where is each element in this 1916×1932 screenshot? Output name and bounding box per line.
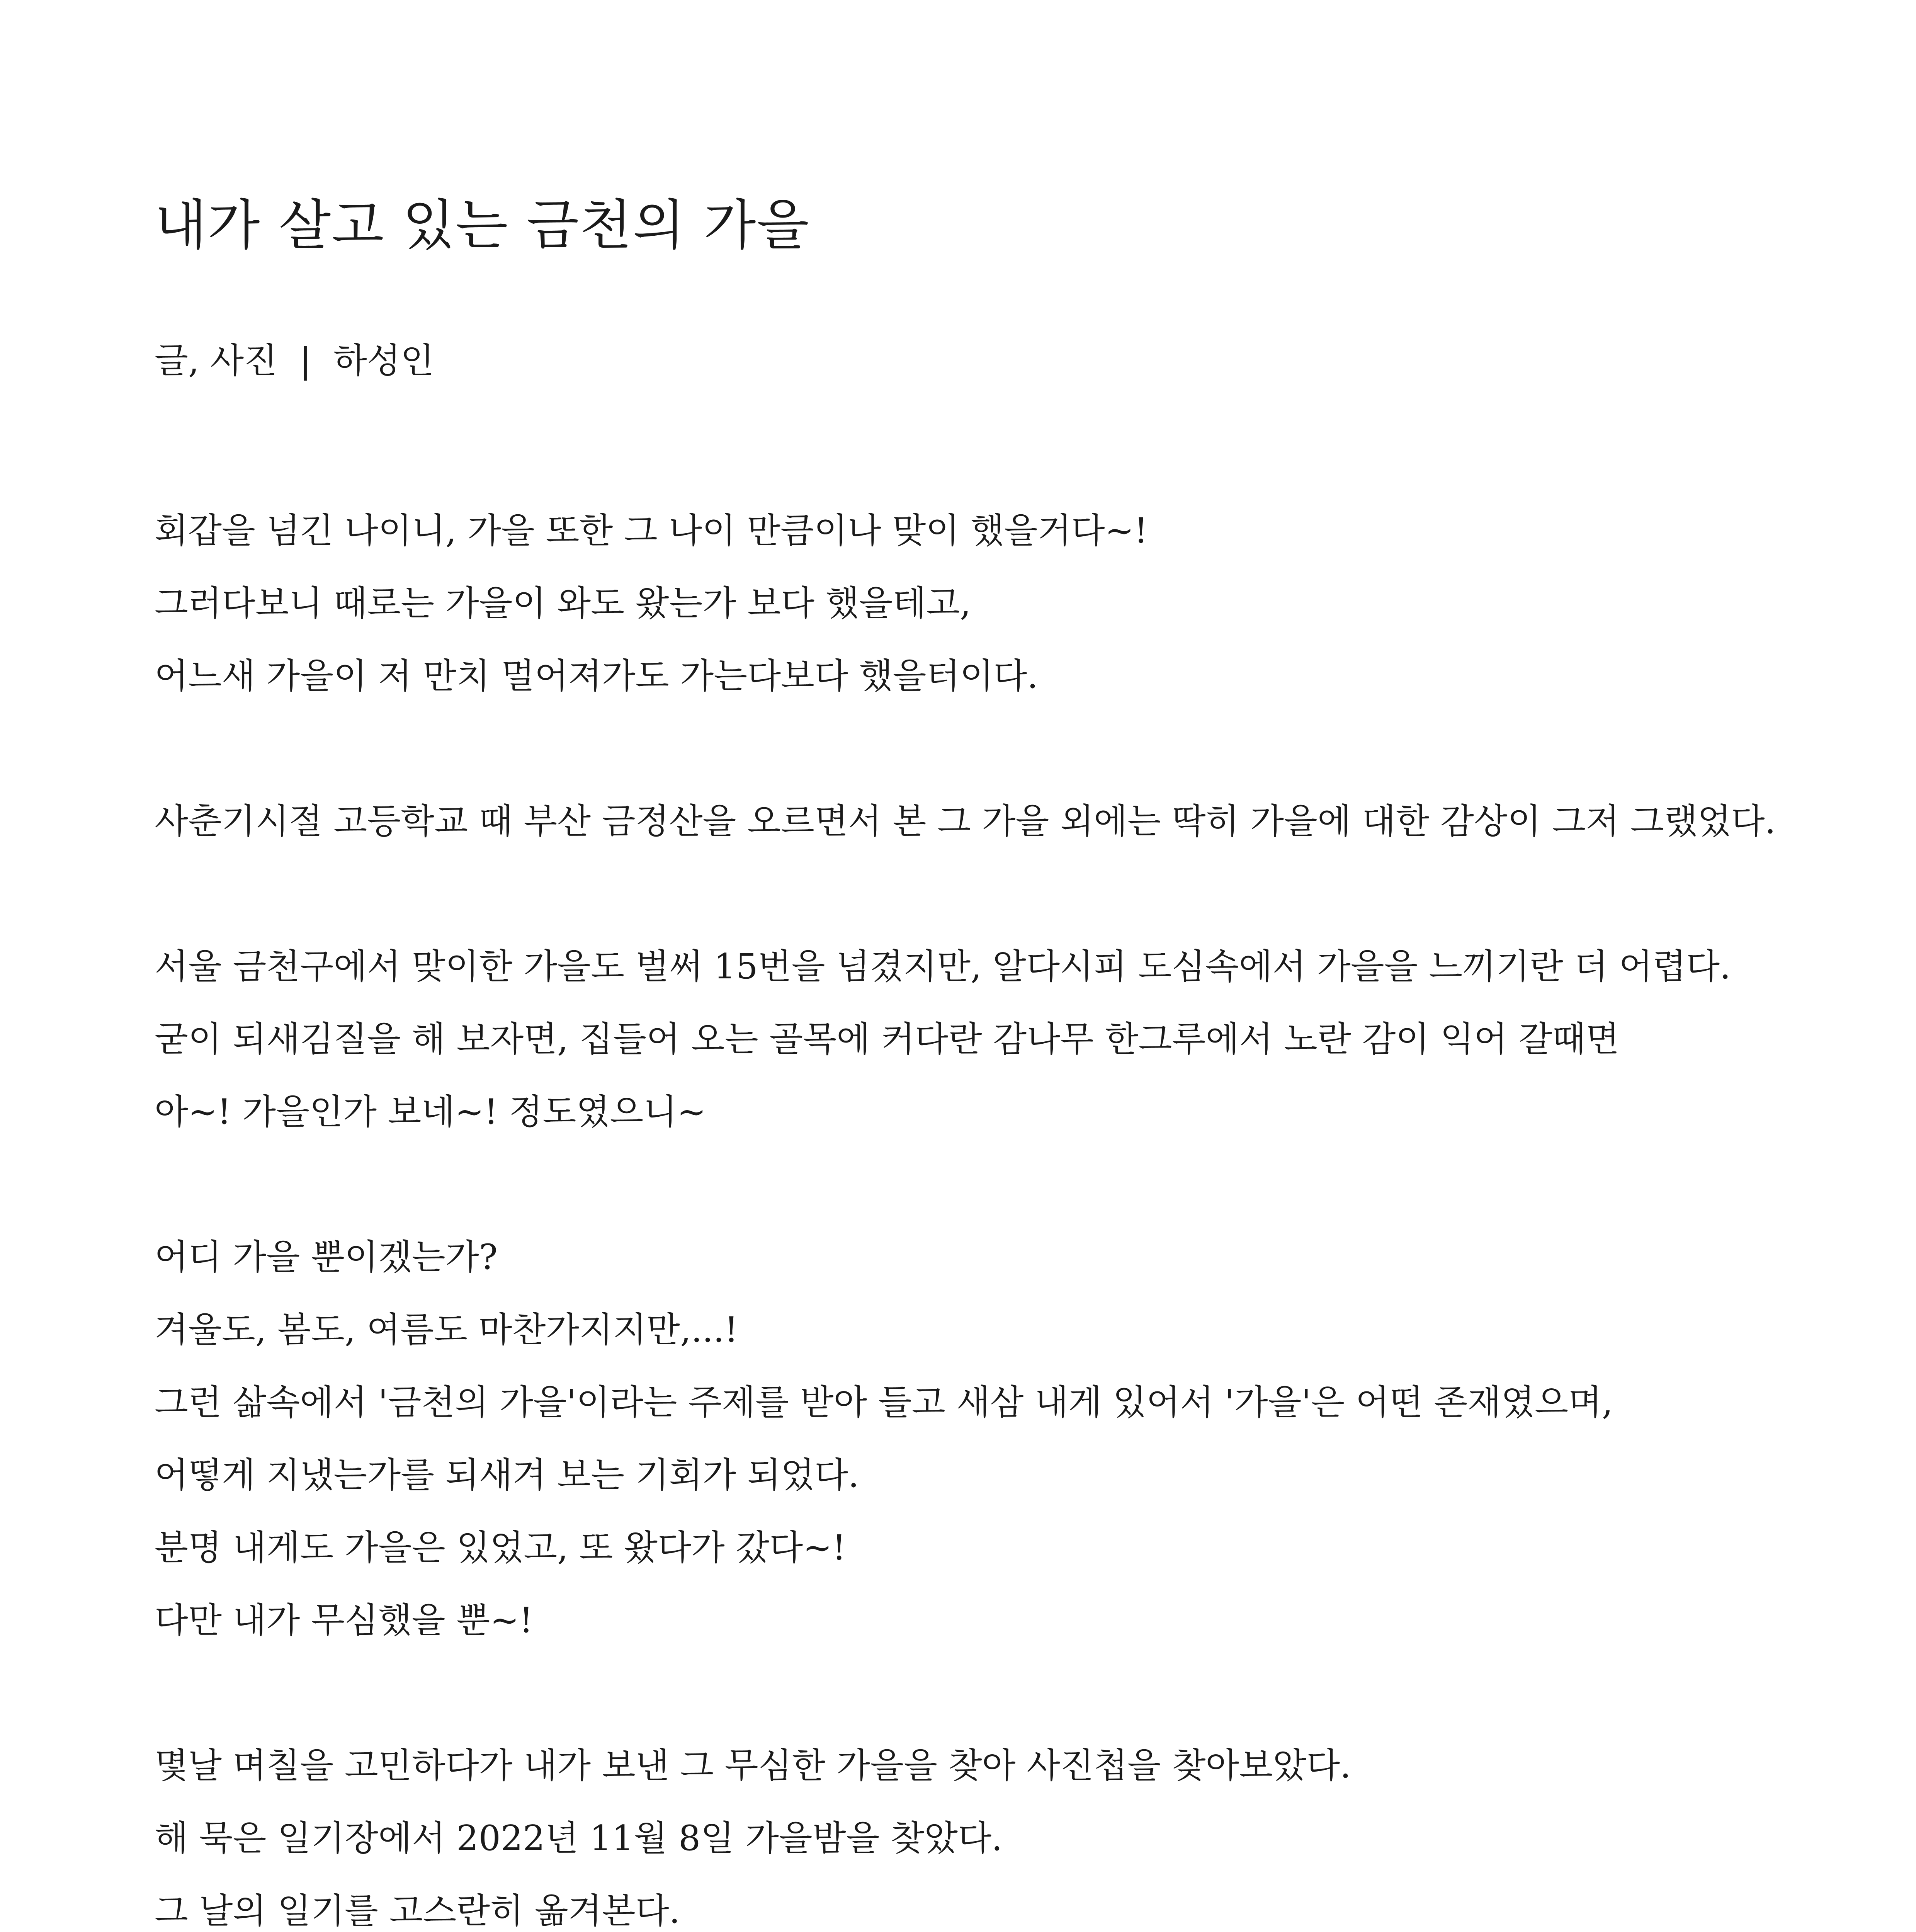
- paragraph-1: [155, 495, 1816, 713]
- body-line: 다만 내가 무심했을 뿐~!: [155, 1600, 533, 1641]
- paragraph-5: [155, 1730, 1816, 1932]
- body-line: 그런 삶속에서 '금천의 가을'이라는 주제를 받아 들고 새삼 내게 있어서 '가을'은 어떤 존재였으며,: [155, 1382, 1613, 1423]
- body-line: 사춘기시절 고등학교 때 부산 금정산을 오르면서 본 그 가을 외에는 딱히 가을에 대한 감상이 그저 그랬었다.: [155, 801, 1776, 842]
- body-line: 겨울도, 봄도, 여름도 마찬가지지만,...!: [155, 1310, 738, 1350]
- paragraph-gap: [155, 1148, 1816, 1221]
- body-line: 어디 가을 뿐이겠는가?: [155, 1237, 498, 1277]
- article-byline: 글, 사진 | 하성인: [155, 340, 434, 381]
- paragraph-gap: [155, 713, 1816, 785]
- body-line: 굳이 되새김질을 해 보자면, 집들어 오는 골목에 커다란 감나무 한그루에서 노란 감이 익어 갈때면: [155, 1019, 1620, 1060]
- body-line: 몇날 며칠을 고민하다가 내가 보낸 그 무심한 가을을 찾아 사진첩을 찾아보았다.: [155, 1745, 1351, 1786]
- paragraph-gap: [155, 1657, 1816, 1730]
- body-line: 해 묵은 일기장에서 2022년 11월 8일 가을밤을 찾았다.: [155, 1818, 1003, 1859]
- article-title: 내가 살고 있는 금천의 가을: [155, 194, 810, 257]
- body-line: 회갑을 넘긴 나이니, 가을 또한 그 나이 만큼이나 맞이 했을거다~!: [155, 510, 1148, 551]
- paragraph-3: [155, 930, 1816, 1148]
- paragraph-gap: [155, 858, 1816, 930]
- paragraph-2: [155, 785, 1816, 858]
- body-line: 그러다보니 때로는 가을이 와도 왔는가 보다 했을테고,: [155, 583, 971, 624]
- body-line: 어떻게 지냈는가를 되새겨 보는 기회가 되었다.: [155, 1455, 859, 1495]
- paragraph-4: [155, 1221, 1816, 1657]
- body-line: 아~! 가을인가 보네~! 정도였으니~: [155, 1092, 706, 1132]
- body-line: 분명 내게도 가을은 있었고, 또 왔다가 갔다~!: [155, 1527, 846, 1568]
- article-body: [155, 495, 1816, 1932]
- body-line: 어느새 가을이 저 만치 멀어져가도 가는다보다 했을터이다.: [155, 656, 1038, 696]
- body-line: 서울 금천구에서 맞이한 가을도 벌써 15번을 넘겼지만, 알다시피 도심속에서 가을을 느끼기란 더 어렵다.: [155, 946, 1731, 987]
- body-line: 그 날의 일기를 고스란히 옮겨본다.: [155, 1891, 680, 1931]
